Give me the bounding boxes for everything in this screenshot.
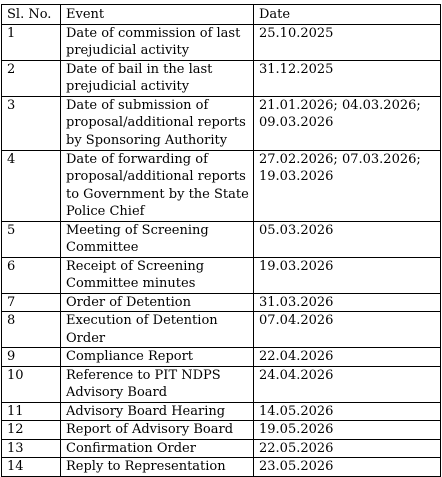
cell-date: 22.04.2026 bbox=[254, 348, 441, 367]
cell-sl-no: 11 bbox=[2, 402, 61, 421]
cell-date: 25.10.2025 bbox=[254, 24, 441, 60]
cell-sl-no: 3 bbox=[2, 96, 61, 150]
cell-event: Order of Detention bbox=[61, 293, 254, 312]
table-row bbox=[2, 402, 441, 421]
cell-event: Meeting of Screening Committee bbox=[61, 221, 254, 257]
cell-date: 19.05.2026 bbox=[254, 421, 441, 440]
cell-sl-no: 13 bbox=[2, 439, 61, 458]
cell-event: Confirmation Order bbox=[61, 439, 254, 458]
cell-date: 31.03.2026 bbox=[254, 293, 441, 312]
cell-date: 31.12.2025 bbox=[254, 60, 441, 96]
table-row bbox=[2, 458, 441, 477]
cell-date: 24.04.2026 bbox=[254, 366, 441, 402]
events-table bbox=[1, 4, 441, 477]
cell-sl-no: 5 bbox=[2, 221, 61, 257]
cell-date: 23.05.2026 bbox=[254, 458, 441, 477]
cell-sl-no: 2 bbox=[2, 60, 61, 96]
table-row bbox=[2, 60, 441, 96]
table-row bbox=[2, 221, 441, 257]
header-date: Date bbox=[254, 5, 441, 25]
cell-event: Advisory Board Hearing bbox=[61, 402, 254, 421]
table-row bbox=[2, 257, 441, 293]
table-row bbox=[2, 366, 441, 402]
cell-event: Receipt of Screening Committee minutes bbox=[61, 257, 254, 293]
table-row bbox=[2, 348, 441, 367]
table-row bbox=[2, 439, 441, 458]
cell-date: 14.05.2026 bbox=[254, 402, 441, 421]
table-row bbox=[2, 24, 441, 60]
table-header-row bbox=[2, 5, 441, 25]
cell-event: Report of Advisory Board bbox=[61, 421, 254, 440]
cell-sl-no: 10 bbox=[2, 366, 61, 402]
cell-event: Date of submission of proposal/additional reports by Sponsoring Authority bbox=[61, 96, 254, 150]
cell-sl-no: 9 bbox=[2, 348, 61, 367]
cell-event: Date of bail in the last prejudicial activity bbox=[61, 60, 254, 96]
cell-date: 27.02.2026; 07.03.2026; 19.03.2026 bbox=[254, 150, 441, 221]
table-row bbox=[2, 312, 441, 348]
cell-event: Execution of Detention Order bbox=[61, 312, 254, 348]
cell-sl-no: 7 bbox=[2, 293, 61, 312]
cell-sl-no: 1 bbox=[2, 24, 61, 60]
cell-date: 05.03.2026 bbox=[254, 221, 441, 257]
cell-sl-no: 12 bbox=[2, 421, 61, 440]
cell-sl-no: 6 bbox=[2, 257, 61, 293]
header-event: Event bbox=[61, 5, 254, 25]
cell-event: Date of commission of last prejudicial activity bbox=[61, 24, 254, 60]
cell-date: 19.03.2026 bbox=[254, 257, 441, 293]
cell-date: 07.04.2026 bbox=[254, 312, 441, 348]
cell-event: Reply to Representation bbox=[61, 458, 254, 477]
cell-sl-no: 4 bbox=[2, 150, 61, 221]
cell-sl-no: 14 bbox=[2, 458, 61, 477]
table-row bbox=[2, 150, 441, 221]
table-row bbox=[2, 421, 441, 440]
cell-event: Date of forwarding of proposal/additional reports to Government by the State Police Chief bbox=[61, 150, 254, 221]
cell-date: 21.01.2026; 04.03.2026; 09.03.2026 bbox=[254, 96, 441, 150]
cell-sl-no: 8 bbox=[2, 312, 61, 348]
header-sl-no: Sl. No. bbox=[2, 5, 61, 25]
table-row bbox=[2, 96, 441, 150]
cell-event: Reference to PIT NDPS Advisory Board bbox=[61, 366, 254, 402]
cell-event: Compliance Report bbox=[61, 348, 254, 367]
cell-date: 22.05.2026 bbox=[254, 439, 441, 458]
table-row bbox=[2, 293, 441, 312]
